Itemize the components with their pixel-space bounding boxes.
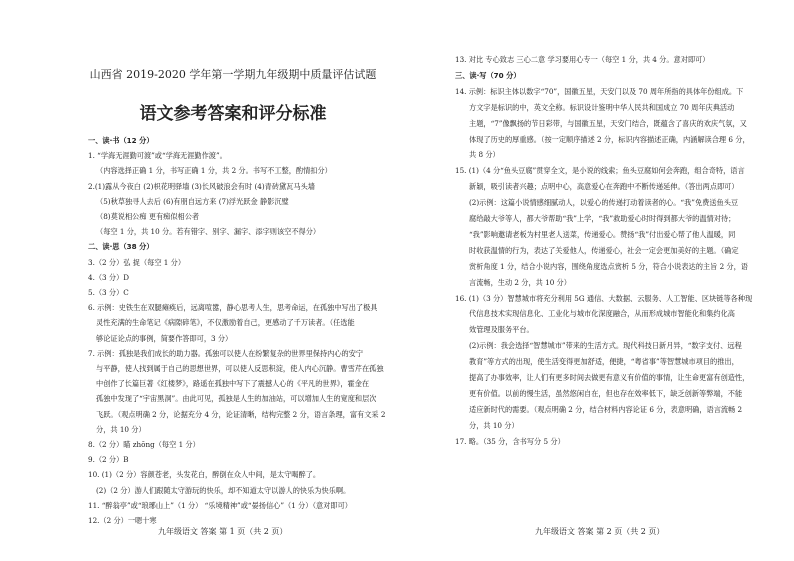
answer-line: “我”影响邀请老板为村里老人送菜，传递爱心。赞扬“我”付出爱心帮了他人温暖，同: [469, 229, 736, 239]
answer-line: 12.（2 分）一嗯十寒: [88, 516, 157, 525]
page-title: 语文参考答案和评分标准: [139, 104, 327, 124]
answer-line: （5)秋草独寻人去后 (6)有朋自远方来 (7)浮光跃金 静影沉璧: [96, 196, 289, 206]
answer-line: 效管理及服务平台。: [469, 325, 534, 335]
answer-line: 言流畅，生动 2 分，共 10 分）: [469, 277, 571, 287]
answer-line: 分，共 10 分）: [469, 420, 519, 430]
section-heading: 二、读·思（38 分）: [88, 242, 154, 252]
answer-line: 4.（3 分）D: [88, 272, 130, 282]
answer-line: 时收获温情的行为，表达了关爱他人，传递爱心，社会一定会更加美好的主题。（确定: [469, 245, 739, 255]
page-footer-right: 九年级语文 答案 第 2 页（共 2 页）: [535, 527, 665, 536]
answer-line: 体现了历史的厚重感。（按一定顺序描述 2 分，标识内容描述正确，内涵解读合理 6 分，: [469, 134, 750, 144]
answer-line: (2)示例：这篇小说情感细腻动人，以爱心的传递打动着读者的心。“我”免费送鱼头豆: [469, 198, 739, 208]
answer-line: （8)莫说相公痴 更有痴似相公者: [96, 212, 200, 221]
section-heading: 一、读·书（12 分）: [88, 136, 154, 145]
answer-line: 方文字是标识的中，英文全称。标识设计鉴明中华人民共和国成立 70 周年庆典活动: [469, 102, 735, 112]
answer-line: 6. 示例：史铁生在双腿瘫痪后，远离喧嚣，静心思考人生，思考命运，在孤独中写出了极具: [88, 303, 378, 313]
answer-line: 适应新时代的需要。（观点明确 2 分，结合材料内容论证 6 分，表意明确，语言流畅 2: [469, 404, 743, 414]
answer-line: 提高了办事效率，让人们有更多时间去做更有意义有价值的事情，让生命更富有创造性，: [469, 373, 750, 382]
answer-line: 灵性充满的生命笔记《病隙碎笔》，不仅激励着自己，更感动了千万读者。（任选能: [96, 318, 355, 328]
section-heading: 三、读·写（70 分）: [455, 70, 521, 80]
answer-line: (2)示例：我会选择“智慧城市”带来的生活方式。现代科技日新月异，“数字支付、远程: [469, 341, 742, 351]
answer-line: 5.（3 分）C: [88, 288, 129, 297]
answer-line: 14. 示例：标识主体以数字“70”，国徽五星，天安门以及 70 周年所指的具体年份组成。下: [455, 86, 744, 96]
answer-line: 与平静，使人找到属于自己的思想世界，可以使人反思积淀，使人内心沉静。曹雪芹在孤独: [96, 364, 384, 373]
answer-line: （内容选择正确 1 分，书写正确 1 分，共 2 分。书写不工整，酌情扣分）: [96, 166, 332, 176]
answer-line: 够论证论点的事例，简要作答即可，3 分）: [96, 333, 233, 343]
answer-line: 新颖，吸引读者兴趣；点明中心，高意爱心在奔跑中不断传递延伸。（答出两点即可）: [469, 182, 739, 192]
answer-line: 教育”等方式的出现，使生活变得更加舒适，便捷，“粤省事”等智慧城市项目的推出，: [469, 357, 739, 367]
answer-line: 13. 对比 专心致志 三心二意 学习要用心专一（每空 1 分，共 4 分。意对即可）: [455, 55, 710, 64]
answer-line: 10. (1)（2 分）容颜苍老，头发花白，醉倒在众人中间，是太守喝醉了。: [88, 470, 321, 480]
answer-line: 赏析角度 1 分，结合小说内容，围绕角度选点赏析 5 分，符合小说表达的主旨 2 分，语: [469, 261, 748, 271]
page-footer-left: 九年级语文 答案 第 1 页（共 2 页）: [158, 527, 288, 536]
answer-line: 主题，“7”像飘扬的节日彩带，与国徽五星，天安门结合，既蕴含了喜庆的欢庆气氛，又: [469, 118, 747, 128]
answer-line: 11. “醉翁亭”或“琅琊山上”（1 分） “乐境精神”或“晏扬信心”（1 分）（意对即可）: [88, 500, 352, 510]
answer-line: 飞跃。（观点明确 2 分，论据充分 4 分，论证清晰，结构完整 2 分，语言条理，富有文采 2: [96, 409, 386, 419]
answer-line: 孤独中发现了“宇宙黑洞”。由此可见，孤独是人生的加油站，可以增加人生的宽度和层次: [96, 394, 377, 404]
answer-line: 2.(1)露从今夜白 (2)枳花明驿墙 (3)长风破浪会有时 (4)青砖黛瓦马头墙: [88, 181, 315, 191]
answer-line: 8.（2 分）瞄 zhōng（每空 1 分）: [88, 440, 200, 449]
answer-line: 1. “学海无涯勤可渡”或“学海无涯勤作渡”。: [88, 151, 227, 161]
answer-line: 中创作了长篇巨著《红楼梦》，路遥在孤独中写下了震撼人心的《平凡的世界》，霍金在: [96, 379, 370, 389]
answer-line: 16. (1)（3 分）智慧城市将充分利用 5G 通信、大数据、云服务、人工智能、区块链等各种现: [455, 293, 753, 303]
answer-line: （每空 1 分，共 10 分。若有错字、别字、漏字、添字则该空不得分）: [96, 227, 321, 237]
exam-title: 山西省 2019-2020 学年第一学期九年级期中质量评估试题: [89, 68, 377, 81]
answer-line: 更有价值。以前的慢生活，虽然悠闲自在，但也存在效率低下，缺乏创新等弊端，不能: [469, 388, 743, 398]
answer-line: 7. 示例：孤独是我们成长的助力器。孤独可以使人在纷繁复杂的世界里保持内心的安宁: [88, 348, 364, 358]
answer-line: 15. (1)（4 分“鱼头豆腐”贯穿全文，是小说的线索；鱼头豆腐如何会奔跑，组合奇特，语言: [455, 166, 745, 176]
answer-line: 共 8 分）: [469, 150, 500, 160]
answer-line: 代信息技术实现信息化、工业化与城市化深度融合，从而形成城市智能化和集约化高: [469, 309, 735, 319]
answer-line: 9.（2 分）B: [88, 455, 129, 465]
answer-line: 腐给敲大爷等人，都大爷帮助“我”上学，“我”救助爱心时时得到都大爷的温情对待；: [469, 214, 736, 223]
answer-line: 分，共 10 分）: [96, 424, 146, 434]
answer-line: (2)（2 分）游人们跟随太守游玩的快乐，却不知道太守以游人的快乐为快乐啊。: [96, 485, 351, 495]
answer-line: 3.（2 分）弘 捉（每空 1 分）: [88, 257, 186, 267]
answer-line: 17. 略。（35 分，含书写分 5 分）: [455, 436, 565, 446]
